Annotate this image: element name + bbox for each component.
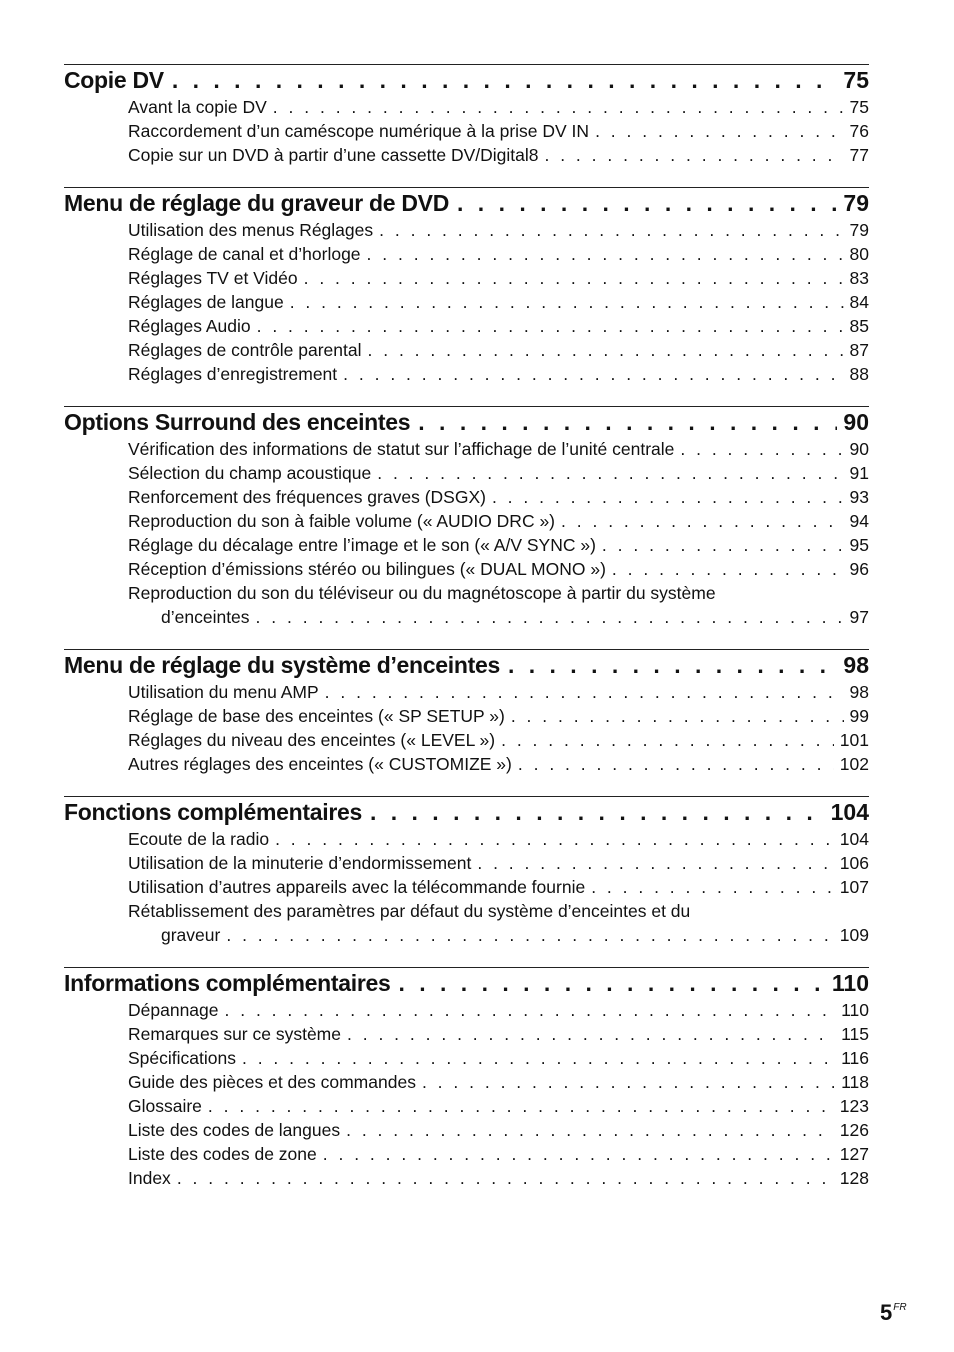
entry-page: 102	[839, 754, 869, 774]
entry-page: 76	[849, 121, 869, 141]
dot-leader	[370, 797, 825, 827]
dot-leader	[367, 242, 844, 266]
entry-title: Index	[128, 1168, 171, 1188]
toc-entry[interactable]	[64, 314, 869, 338]
entry-title: Réglages de contrôle parental	[128, 340, 362, 360]
dot-leader	[595, 119, 843, 143]
toc-entry[interactable]	[64, 1142, 869, 1166]
entry-page: 88	[849, 364, 869, 384]
entry-page: 90	[849, 439, 869, 459]
toc-entry[interactable]	[64, 338, 869, 362]
dot-leader	[172, 65, 838, 95]
section-heading[interactable]	[64, 797, 869, 827]
entry-page: 127	[839, 1144, 869, 1164]
dot-leader	[457, 188, 837, 218]
entry-page: 98	[849, 682, 869, 702]
entry-title: Réglages d’enregistrement	[128, 364, 338, 384]
entry-title: Réglage de canal et d’horloge	[128, 244, 361, 264]
entry-page: 87	[849, 340, 869, 360]
entry-title: Ecoute de la radio	[128, 829, 270, 849]
toc-entry[interactable]	[64, 899, 869, 923]
entry-page: 91	[849, 463, 869, 483]
toc-entry-continuation[interactable]	[64, 923, 869, 947]
toc-entry[interactable]	[64, 1094, 869, 1118]
dot-leader	[273, 95, 844, 119]
page-number-value: 5	[880, 1300, 893, 1325]
dot-leader	[177, 1166, 834, 1190]
entry-title: Réglage de base des enceintes (« SP SETUP »)	[128, 706, 505, 726]
entry-page: 97	[849, 607, 869, 627]
entry-title: Liste des codes de langues	[128, 1120, 341, 1140]
entry-page: 96	[849, 559, 869, 579]
toc-section	[64, 649, 869, 776]
dot-leader	[377, 461, 843, 485]
entry-page: 80	[849, 244, 869, 264]
toc-entry[interactable]	[64, 728, 869, 752]
toc-section	[64, 64, 869, 167]
entry-title: Reproduction du son du téléviseur ou du magnétoscope à partir du système	[128, 583, 716, 603]
dot-leader	[561, 509, 844, 533]
toc-entry[interactable]	[64, 1070, 869, 1094]
entry-title: Réglages Audio	[128, 316, 251, 336]
dot-leader	[347, 1022, 835, 1046]
toc-entry[interactable]	[64, 704, 869, 728]
toc-entry[interactable]	[64, 119, 869, 143]
dot-leader	[323, 1142, 834, 1166]
dot-leader	[368, 338, 844, 362]
entry-page: 110	[841, 1000, 869, 1020]
dot-leader	[304, 266, 844, 290]
section-page: 79	[843, 190, 869, 216]
toc-section	[64, 967, 869, 1190]
entry-title: Renforcement des fréquences graves (DSGX)	[128, 487, 486, 507]
dot-leader	[398, 968, 825, 998]
dot-leader	[508, 650, 837, 680]
section-page: 98	[843, 652, 869, 678]
dot-leader	[591, 875, 834, 899]
toc-entry[interactable]	[64, 1046, 869, 1070]
entry-page: 93	[849, 487, 869, 507]
page-number-suffix: FR	[893, 1302, 907, 1313]
entry-page: 85	[849, 316, 869, 336]
toc-entry[interactable]	[64, 557, 869, 581]
toc-entry[interactable]	[64, 752, 869, 776]
toc-entry[interactable]	[64, 1022, 869, 1046]
entry-title: Glossaire	[128, 1096, 202, 1116]
entry-page: 79	[849, 220, 869, 240]
entry-page: 84	[849, 292, 869, 312]
section-heading[interactable]	[64, 968, 869, 998]
section-page: 110	[831, 970, 869, 996]
toc-entry[interactable]	[64, 680, 869, 704]
toc-entry[interactable]	[64, 827, 869, 851]
entry-page: 95	[849, 535, 869, 555]
dot-leader	[379, 218, 843, 242]
entry-page: 101	[839, 730, 869, 750]
toc-entry[interactable]	[64, 290, 869, 314]
entry-page: 104	[839, 829, 869, 849]
entry-page: 75	[849, 97, 869, 117]
toc-section	[64, 796, 869, 947]
toc-entry-continuation[interactable]	[64, 605, 869, 629]
page-number	[880, 1300, 907, 1326]
section-heading[interactable]	[64, 65, 869, 95]
section-title: Menu de réglage du graveur de DVD	[64, 190, 450, 216]
entry-title: Reproduction du son à faible volume (« AUDIO DRC »)	[128, 511, 556, 531]
section-page: 90	[843, 409, 869, 435]
entry-title: Remarques sur ce système	[128, 1024, 341, 1044]
dot-leader	[256, 605, 844, 629]
entry-title: Dépannage	[128, 1000, 219, 1020]
toc-entry[interactable]	[64, 1118, 869, 1142]
dot-leader	[208, 1094, 834, 1118]
dot-leader	[257, 314, 844, 338]
toc-entry[interactable]	[64, 509, 869, 533]
dot-leader	[612, 557, 844, 581]
table-of-contents	[64, 64, 869, 1210]
section-title: Menu de réglage du système d’enceintes	[64, 652, 500, 678]
dot-leader	[492, 485, 844, 509]
entry-title: Utilisation de la minuterie d’endormissement	[128, 853, 472, 873]
entry-title: Utilisation du menu AMP	[128, 682, 319, 702]
entry-page: 109	[839, 925, 869, 945]
dot-leader	[343, 362, 843, 386]
dot-leader	[511, 704, 844, 728]
entry-title: Réglages de langue	[128, 292, 284, 312]
dot-leader	[226, 923, 833, 947]
dot-leader	[602, 533, 844, 557]
dot-leader	[477, 851, 833, 875]
toc-entry[interactable]	[64, 218, 869, 242]
dot-leader	[680, 437, 843, 461]
dot-leader	[544, 143, 843, 167]
entry-title-cont: graveur	[161, 925, 221, 945]
toc-section	[64, 406, 869, 629]
entry-page: 116	[841, 1048, 869, 1068]
entry-title: Rétablissement des paramètres par défaut du système d’enceintes et du	[128, 901, 691, 921]
entry-title-cont: d’enceintes	[161, 607, 250, 627]
toc-entry[interactable]	[64, 437, 869, 461]
dot-leader	[290, 290, 844, 314]
entry-title: Réglages TV et Vidéo	[128, 268, 298, 288]
entry-page: 123	[839, 1096, 869, 1116]
section-title: Options Surround des enceintes	[64, 409, 411, 435]
entry-page: 128	[839, 1168, 869, 1188]
section-heading[interactable]	[64, 407, 869, 437]
entry-title: Avant la copie DV	[128, 97, 267, 117]
dot-leader	[518, 752, 834, 776]
dot-leader	[242, 1046, 835, 1070]
entry-title: Sélection du champ acoustique	[128, 463, 372, 483]
entry-page: 126	[839, 1120, 869, 1140]
dot-leader	[422, 1070, 835, 1094]
entry-title: Réglages du niveau des enceintes (« LEVEL »)	[128, 730, 496, 750]
toc-entry[interactable]	[64, 1166, 869, 1190]
toc-entry[interactable]	[64, 533, 869, 557]
entry-title: Spécifications	[128, 1048, 236, 1068]
entry-title: Guide des pièces et des commandes	[128, 1072, 416, 1092]
section-heading[interactable]	[64, 650, 869, 680]
entry-title: Utilisation d’autres appareils avec la télécommande fournie	[128, 877, 586, 897]
toc-entry[interactable]	[64, 266, 869, 290]
entry-page: 77	[849, 145, 869, 165]
entry-page: 107	[839, 877, 869, 897]
entry-title: Réception d’émissions stéréo ou bilingues (« DUAL MONO »)	[128, 559, 606, 579]
dot-leader	[325, 680, 844, 704]
toc-entry[interactable]	[64, 998, 869, 1022]
toc-entry[interactable]	[64, 95, 869, 119]
toc-entry[interactable]	[64, 362, 869, 386]
dot-leader	[346, 1118, 834, 1142]
dot-leader	[501, 728, 834, 752]
entry-page: 115	[841, 1024, 869, 1044]
toc-entry[interactable]	[64, 875, 869, 899]
entry-title: Copie sur un DVD à partir d’une cassette DV/Digital8	[128, 145, 539, 165]
entry-page: 118	[841, 1072, 869, 1092]
section-heading[interactable]	[64, 188, 869, 218]
entry-page: 106	[839, 853, 869, 873]
dot-leader	[275, 827, 834, 851]
dot-leader	[418, 407, 837, 437]
toc-entry[interactable]	[64, 851, 869, 875]
toc-entry[interactable]	[64, 143, 869, 167]
entry-page: 83	[849, 268, 869, 288]
section-page: 104	[830, 799, 869, 825]
toc-entry[interactable]	[64, 581, 869, 605]
entry-page: 94	[849, 511, 869, 531]
section-title: Copie DV	[64, 67, 164, 93]
entry-title: Utilisation des menus Réglages	[128, 220, 374, 240]
entry-title: Liste des codes de zone	[128, 1144, 317, 1164]
entry-page: 99	[849, 706, 869, 726]
section-title: Fonctions complémentaires	[64, 799, 362, 825]
dot-leader	[225, 998, 836, 1022]
toc-entry[interactable]	[64, 461, 869, 485]
section-title: Informations complémentaires	[64, 970, 391, 996]
toc-entry[interactable]	[64, 485, 869, 509]
toc-section	[64, 187, 869, 386]
entry-title: Raccordement d’un caméscope numérique à la prise DV IN	[128, 121, 590, 141]
entry-title: Autres réglages des enceintes (« CUSTOMIZE »)	[128, 754, 512, 774]
entry-title: Réglage du décalage entre l’image et le son (« A/V SYNC »)	[128, 535, 596, 555]
entry-title: Vérification des informations de statut sur l’affichage de l’unité centrale	[128, 439, 675, 459]
section-page: 75	[843, 67, 869, 93]
toc-entry[interactable]	[64, 242, 869, 266]
